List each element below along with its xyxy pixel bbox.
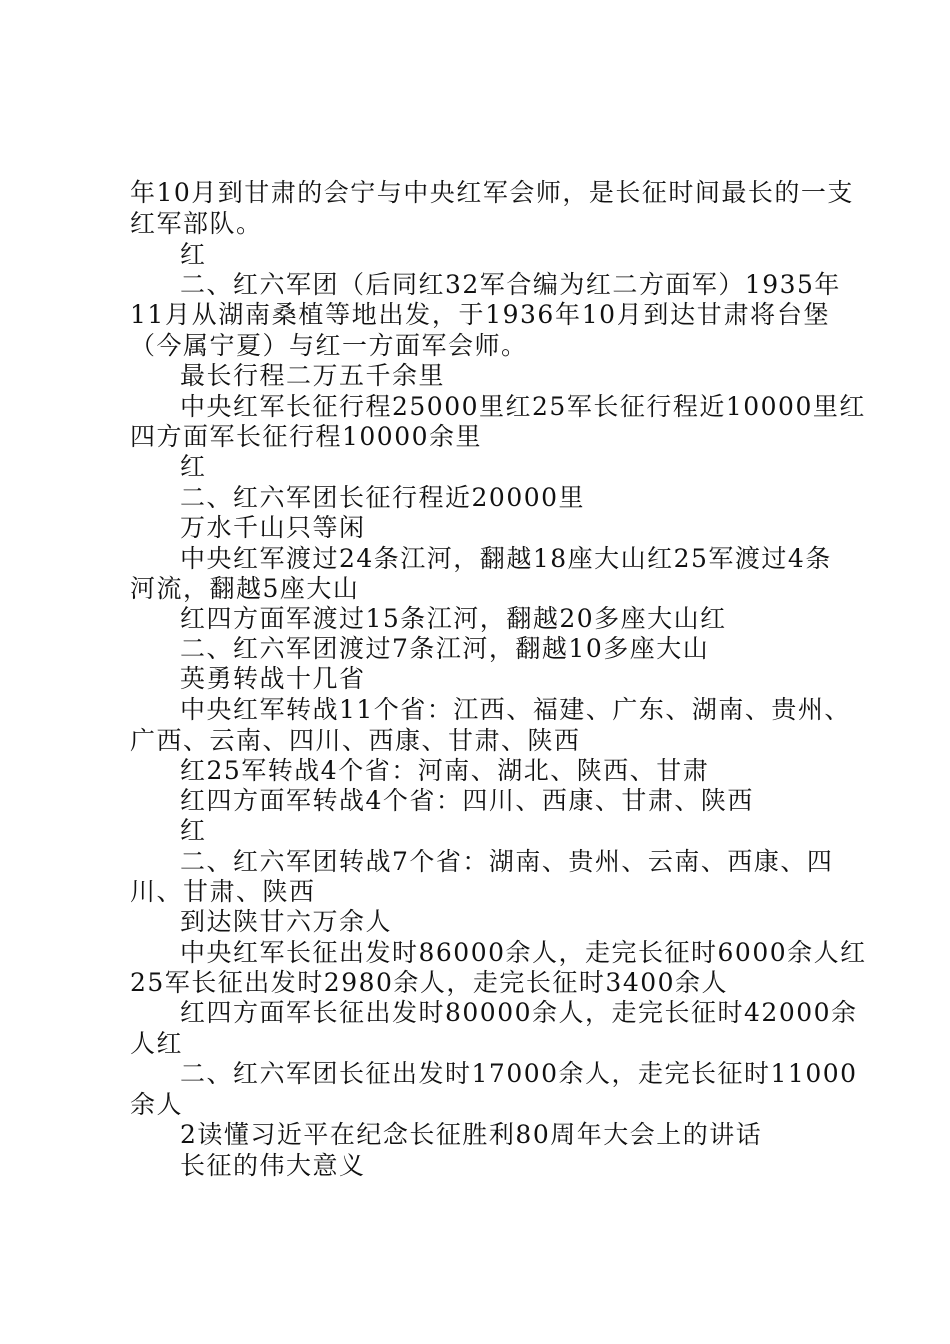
- section-heading: 2读懂习近平在纪念长征胜利80周年大会上的讲话: [180, 1120, 763, 1149]
- paragraph-line: 余人: [130, 1090, 184, 1119]
- paragraph-line: 广西、云南、四川、西康、甘肃、陕西: [130, 726, 581, 755]
- section-heading: 英勇转战十几省: [180, 664, 366, 693]
- paragraph-line: （今属宁夏）与红一方面军会师。: [130, 331, 528, 360]
- paragraph-line: 中央红军长征出发时86000余人，走完长征时6000余人红: [180, 938, 867, 967]
- paragraph-line: 红: [180, 452, 207, 481]
- paragraph-line: 人红: [130, 1029, 184, 1058]
- paragraph-line: 二、红六军团长征行程近20000里: [180, 483, 586, 512]
- section-heading: 万水千山只等闲: [180, 513, 366, 542]
- section-heading: 到达陕甘六万余人: [180, 907, 393, 936]
- paragraph-line: 中央红军渡过24条江河，翻越18座大山红25军渡过4条: [180, 544, 832, 573]
- paragraph-line: 红: [180, 816, 207, 845]
- section-heading: 最长行程二万五千余里: [180, 361, 446, 390]
- paragraph-line: 红四方面军转战4个省：四川、西康、甘肃、陕西: [180, 786, 754, 815]
- paragraph-line: 红军部队。: [130, 209, 263, 238]
- paragraph-line: 二、红六军团（后同红32军合编为红二方面军）1935年: [180, 270, 841, 299]
- paragraph-line: 二、红六军团转战7个省：湖南、贵州、云南、西康、四: [180, 847, 834, 876]
- paragraph-line: 红: [180, 240, 207, 269]
- paragraph-line: 四方面军长征行程10000余里: [130, 422, 483, 451]
- paragraph-line: 红25军转战4个省：河南、湖北、陕西、甘肃: [180, 756, 710, 785]
- paragraph-line: 红四方面军长征出发时80000余人，走完长征时42000余: [180, 998, 858, 1027]
- paragraph-line: 川、甘肃、陕西: [130, 877, 316, 906]
- paragraph-line: 11月从湖南桑植等地出发，于1936年10月到达甘肃将台堡: [130, 300, 830, 329]
- paragraph-line: 红四方面军渡过15条江河，翻越20多座大山红: [180, 604, 727, 633]
- paragraph-line: 中央红军长征行程25000里红25军长征行程近10000里红: [180, 392, 866, 421]
- paragraph-line: 中央红军转战11个省：江西、福建、广东、湖南、贵州、: [180, 695, 851, 724]
- paragraph-line: 二、红六军团渡过7条江河，翻越10多座大山: [180, 634, 710, 663]
- paragraph-line: 二、红六军团长征出发时17000余人，走完长征时11000: [180, 1059, 858, 1088]
- section-heading: 长征的伟大意义: [180, 1151, 366, 1180]
- paragraph-line: 河流，翻越5座大山: [130, 574, 360, 603]
- paragraph-line: 25军长征出发时2980余人，走完长征时3400余人: [130, 968, 729, 997]
- paragraph-line: 年10月到甘肃的会宁与中央红军会师，是长征时间最长的一支: [130, 178, 854, 207]
